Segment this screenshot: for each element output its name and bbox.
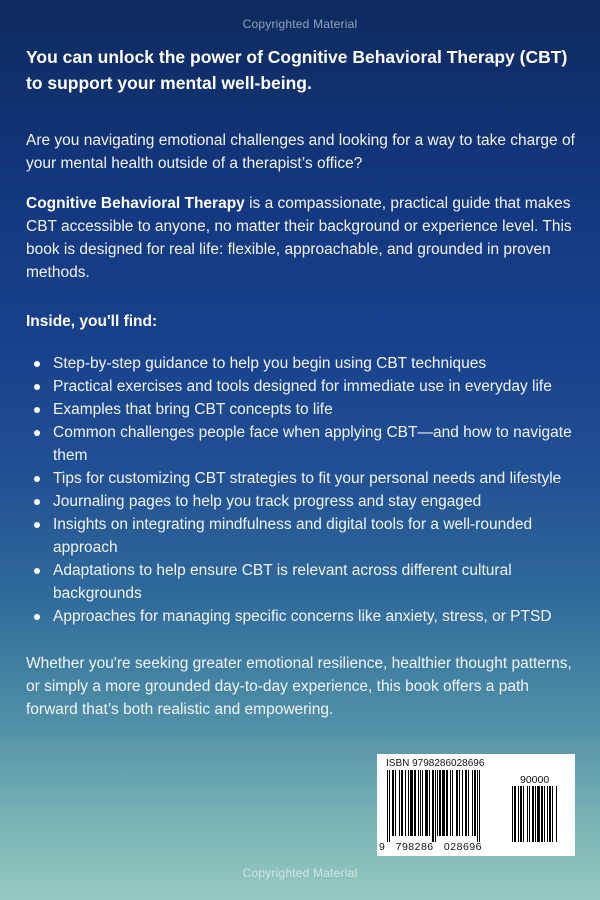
- list-item-text: Tips for customizing CBT strategies to fit your personal needs and lifestyle: [53, 470, 562, 487]
- list-item-text: Journaling pages to help you track progress and stay engaged: [53, 493, 482, 510]
- barcode-first-digit: 9: [379, 841, 386, 853]
- list-item-text: Approaches for managing specific concerns like anxiety, stress, or PTSD: [53, 608, 552, 625]
- barcode-left-digits: 798286: [395, 841, 434, 853]
- bullet-icon: [34, 430, 40, 436]
- list-item-text: Examples that bring CBT concepts to life: [53, 401, 333, 418]
- book-title-lead: Cognitive Behavioral Therapy: [26, 195, 245, 212]
- list-item: [26, 375, 586, 398]
- closing-paragraph: Whether you're seeking greater emotional resilience, healthier thought patterns, or simply a more grounded day-to-day experience, this book offers a path forward that’s both realistic and empowering.: [26, 655, 572, 718]
- copyright-watermark-bottom: Copyrighted Material: [242, 866, 358, 880]
- list-item: [26, 352, 586, 375]
- copyright-watermark-top: Copyrighted Material: [242, 17, 358, 31]
- list-item: [26, 398, 586, 421]
- barcode-addon-bars: [512, 786, 567, 842]
- bullet-icon: [34, 522, 40, 528]
- headline: You can unlock the power of Cognitive Behavioral Therapy (CBT) to support your mental well-being.: [26, 47, 568, 93]
- bullet-icon: [34, 384, 40, 390]
- list-item: [26, 490, 586, 513]
- inside-heading: Inside, you'll find:: [26, 313, 158, 330]
- list-item-text: Adaptations to help ensure CBT is relevant across different cultural backgrounds: [53, 562, 512, 602]
- price-code: 90000: [520, 774, 550, 786]
- barcode-right-digits: 028696: [443, 841, 482, 853]
- isbn-barcode: [377, 754, 575, 856]
- bullet-icon: [34, 361, 40, 367]
- list-item-text: Practical exercises and tools designed for immediate use in everyday life: [53, 378, 552, 395]
- bullet-icon: [34, 407, 40, 413]
- bullet-icon: [34, 499, 40, 505]
- bullet-icon: [34, 476, 40, 482]
- list-item: [26, 467, 586, 490]
- intro-paragraph: Are you navigating emotional challenges and looking for a way to take charge of your mental health outside of a therapist’s office?: [26, 132, 575, 172]
- list-item-text: Common challenges people face when applying CBT—and how to navigate them: [53, 424, 572, 464]
- list-item-text: Step-by-step guidance to help you begin using CBT techniques: [53, 355, 487, 372]
- list-item: [26, 513, 586, 559]
- isbn-label: ISBN 9798286028696: [386, 758, 485, 769]
- feature-list: [26, 352, 586, 628]
- list-item: [26, 559, 586, 605]
- description-text: is a compassionate, practical guide that makes CBT accessible to anyone, no matter their background or experience level. This book is designed for real life: flexible, approachable, and grounded in proven methods.: [26, 195, 572, 281]
- list-item: [26, 421, 586, 467]
- bullet-icon: [34, 614, 40, 620]
- list-item-text: Insights on integrating mindfulness and digital tools for a well-rounded approach: [53, 516, 533, 556]
- description-paragraph: [26, 192, 582, 284]
- bullet-icon: [34, 568, 40, 574]
- barcode-bars: [387, 770, 505, 842]
- barcode-digits: [379, 841, 482, 853]
- list-item: [26, 605, 586, 628]
